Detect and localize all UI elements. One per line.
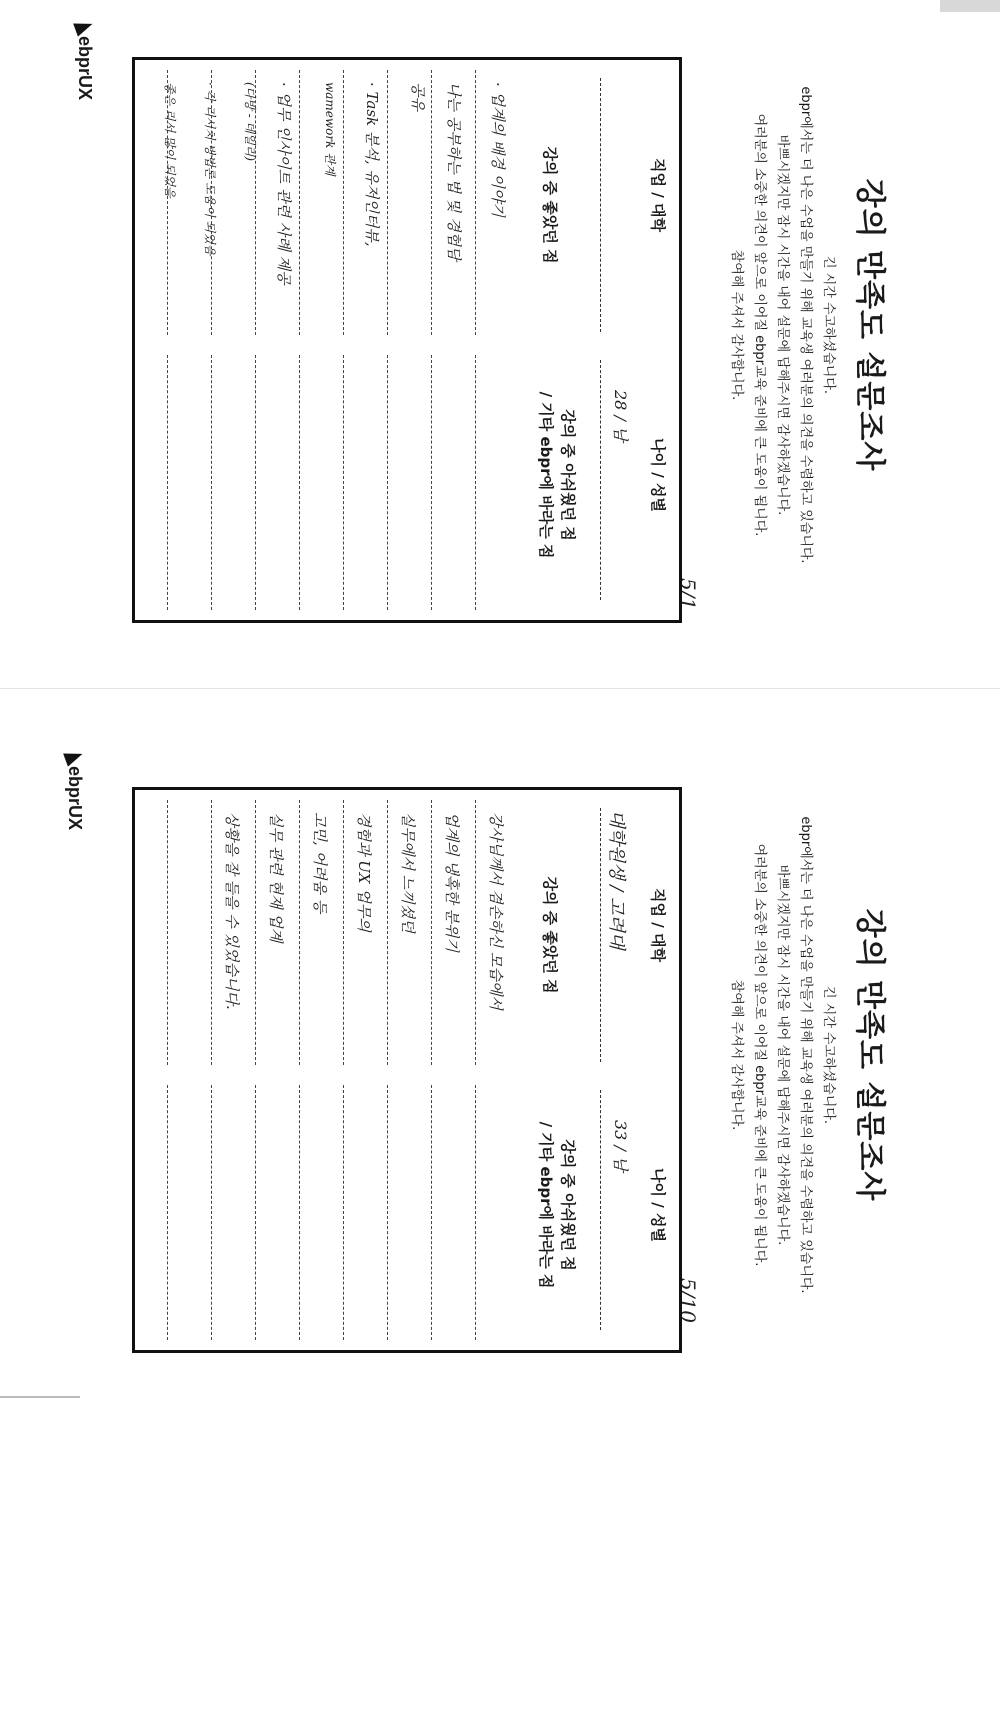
job-label: 직업 / 대학 bbox=[649, 888, 667, 962]
intro-line: ebpr에서는 더 나은 수업을 만들기 위해 교육생 여러분의 의견을 수렴하고 있습니다. bbox=[798, 86, 813, 564]
survey-sheet-2 bbox=[0, 730, 887, 1730]
logo-text: ebprUX bbox=[65, 766, 85, 831]
intro-line: 긴 시간 수고하셨습니다. bbox=[821, 986, 836, 1124]
good-answer-line: 실무에서 느끼셨던 bbox=[399, 812, 417, 933]
job-field bbox=[600, 78, 639, 332]
intro-line: 바쁘시겠지만 잠시 시간을 내어 설문에 답해주시면 감사하겠습니다. bbox=[775, 134, 790, 516]
good-answer-line: (다방 - 데일리) bbox=[243, 82, 257, 162]
good-answer-line: · 업무 인사이트 관련 사례 제공 bbox=[275, 82, 293, 285]
age-gender-answer: 28 / 남 bbox=[611, 390, 630, 442]
intro-line: 긴 시간 수고하셨습니다. bbox=[821, 256, 836, 394]
age-gender-label: 나이 / 성별 bbox=[649, 1168, 667, 1242]
good-answer-line: 실무 관련 현재 업계 bbox=[267, 812, 285, 943]
good-answer-line: · Task 분석, 유저인터뷰, bbox=[363, 82, 381, 247]
intro-line: 참여해 주셔서 감사합니다. bbox=[729, 249, 744, 401]
good-answer-line: 상황을 잘 들을 수 있었습니다. bbox=[223, 812, 241, 1010]
ebprux-logo bbox=[74, 20, 95, 100]
intro-line: 여러분의 소중한 의견이 앞으로 이어질 ebpr교육 준비에 큰 도움이 됩니다. bbox=[752, 843, 767, 1267]
good-answer-line: 경험과 UX 업무의 bbox=[355, 812, 373, 932]
bad-points-lines bbox=[139, 1085, 519, 1340]
age-gender-answer: 33 / 남 bbox=[611, 1120, 630, 1172]
survey-intro bbox=[725, 790, 840, 1320]
good-answer-line: 좋은 리서 많이 되었음 bbox=[163, 82, 177, 198]
good-answer-line: 고민, 어려움 등 bbox=[311, 812, 329, 914]
bad-points-heading-line: 강의 중 아쉬웠던 점 bbox=[559, 409, 577, 541]
good-answer-line: · 각 리서치 방법론 도움이 되었음 bbox=[203, 82, 217, 256]
intro-line: 바쁘시겠지만 잠시 시간을 내어 설문에 답해주시면 감사하겠습니다. bbox=[775, 864, 790, 1246]
bad-points-heading-line: / 기타 ebpr에 바라는 점 bbox=[537, 391, 555, 559]
age-gender-label: 나이 / 성별 bbox=[649, 438, 667, 512]
bad-points-heading-line: 강의 중 아쉬웠던 점 bbox=[559, 1139, 577, 1271]
page-mark: 5/10 bbox=[676, 1278, 700, 1323]
bad-points-heading bbox=[535, 350, 579, 600]
good-answer-line: 강사님께서 겸손하신 모습에서 bbox=[487, 812, 505, 1010]
survey-intro bbox=[725, 60, 840, 590]
ebprux-logo bbox=[64, 750, 85, 830]
intro-line: ebpr에서는 더 나은 수업을 만들기 위해 교육생 여러분의 의견을 수렴하고 있습니다. bbox=[798, 816, 813, 1294]
good-answer-line: 업계의 냉혹한 분위기 bbox=[443, 812, 461, 952]
bird-icon bbox=[74, 17, 96, 36]
good-answer-line: 나는 공부하는 법 및 경험담 bbox=[445, 82, 463, 261]
survey-title: 강의 만족도 설문조사 bbox=[852, 178, 887, 472]
survey-form bbox=[132, 57, 682, 623]
job-answer: 대학원생 / 고려대 bbox=[606, 810, 627, 950]
survey-form bbox=[132, 787, 682, 1353]
survey-title: 강의 만족도 설문조사 bbox=[852, 908, 887, 1202]
good-points-heading: 강의 중 좋았던 점 bbox=[541, 146, 559, 264]
good-answer-line: 공유 bbox=[409, 82, 427, 111]
bad-points-lines bbox=[139, 355, 519, 610]
bad-points-heading-line: / 기타 ebpr에 바라는 점 bbox=[537, 1121, 555, 1289]
bird-icon bbox=[64, 747, 86, 766]
good-points-heading: 강의 중 좋았던 점 bbox=[541, 876, 559, 994]
good-answer-line: · 업계의 배경 이야기 bbox=[489, 82, 507, 217]
bad-points-heading bbox=[535, 1080, 579, 1330]
job-label: 직업 / 대학 bbox=[649, 158, 667, 232]
page-mark: 5/1 bbox=[676, 578, 700, 611]
logo-text: ebprUX bbox=[75, 36, 95, 101]
intro-line: 여러분의 소중한 의견이 앞으로 이어질 ebpr교육 준비에 큰 도움이 됩니다. bbox=[752, 113, 767, 537]
intro-line: 참여해 주셔서 감사합니다. bbox=[729, 979, 744, 1131]
good-answer-line: wamework 관계 bbox=[323, 82, 337, 176]
